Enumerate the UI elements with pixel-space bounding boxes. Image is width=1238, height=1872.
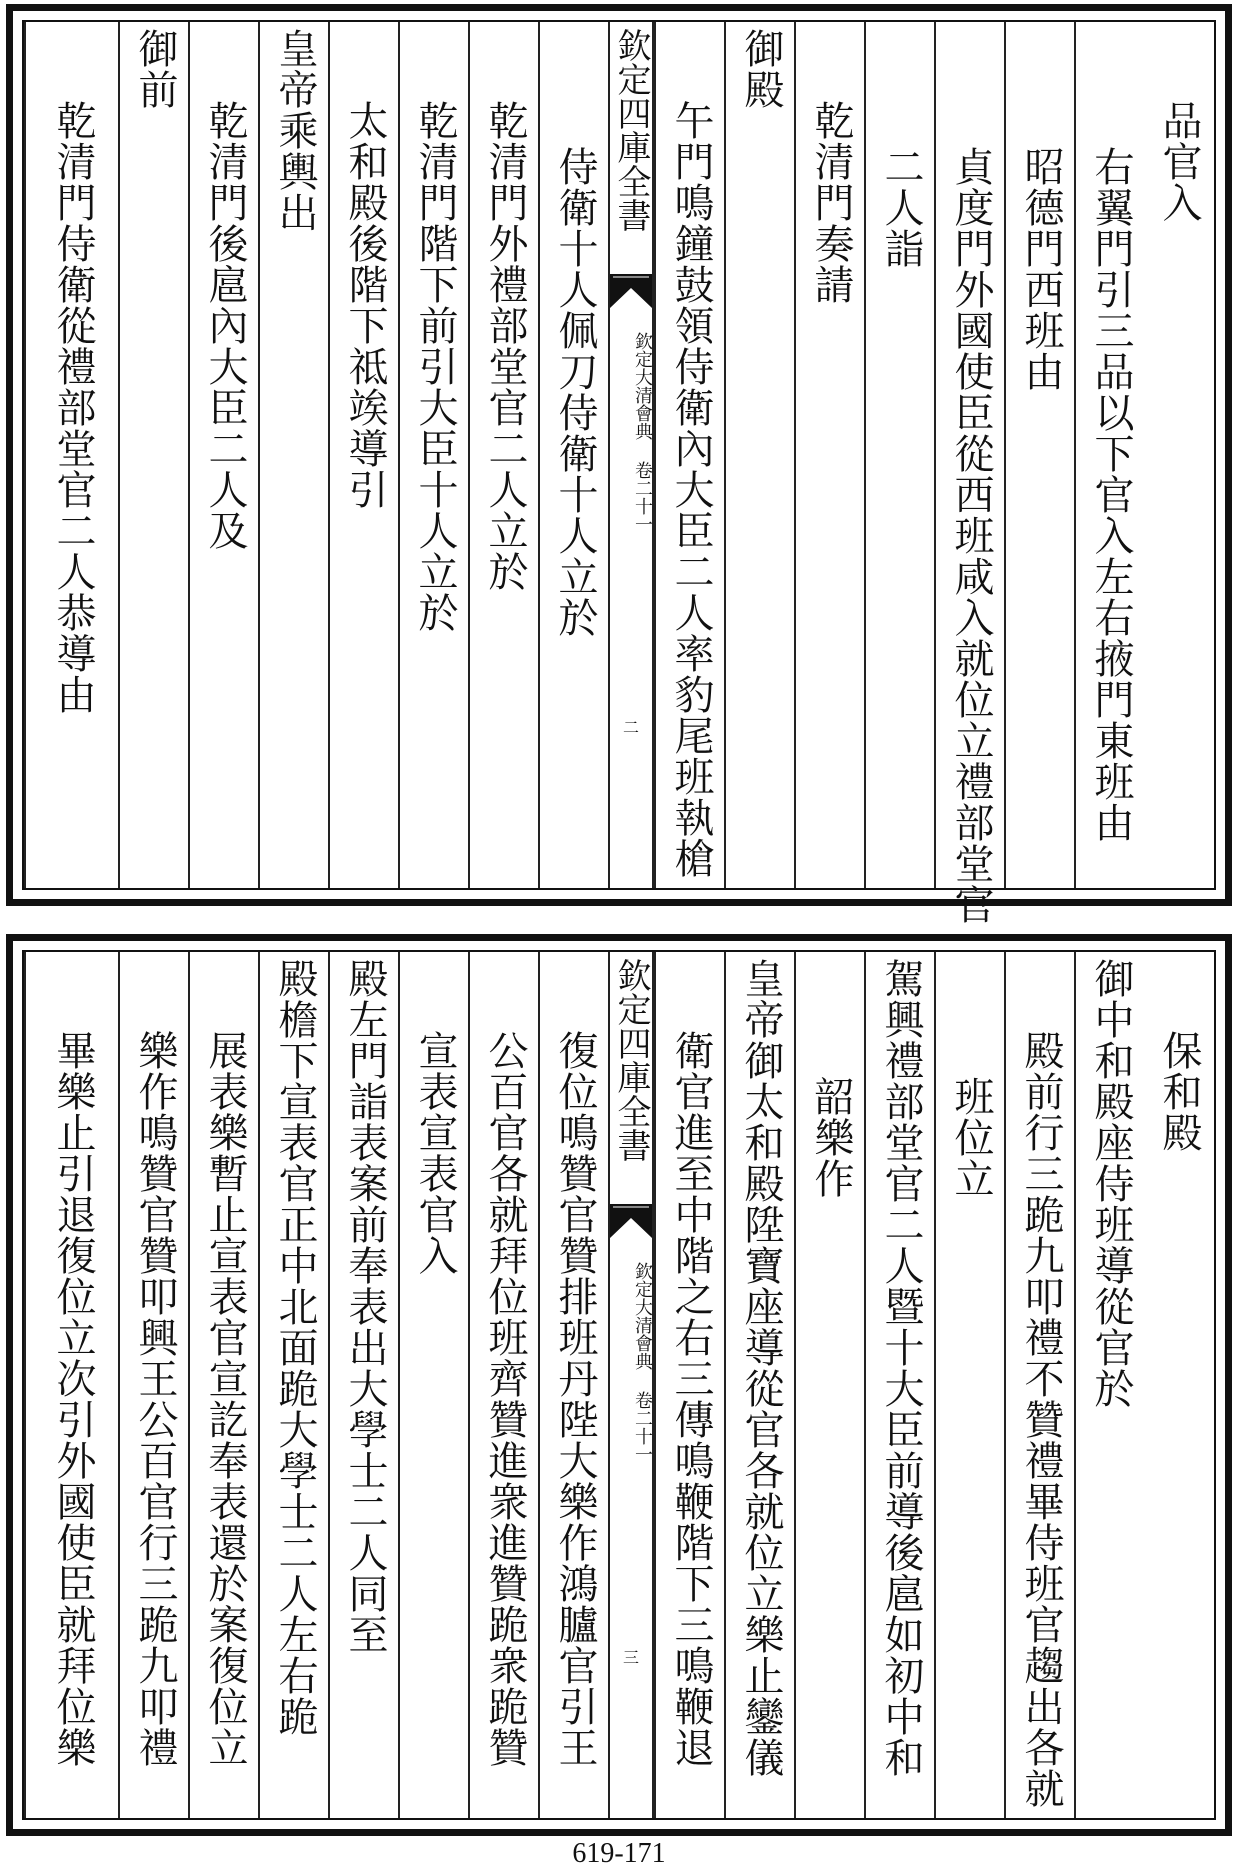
column-text: 御中和殿座侍班導從官於 [1088,958,1134,1409]
text-column [398,952,468,1818]
column-text: 韶樂作 [808,1076,854,1199]
gutter-book-name: 欽定大清會典 [632,332,653,440]
column-text: 午門鳴鐘鼓領侍衛內大臣二人率豹尾班執槍 [668,100,714,879]
column-text: 樂作鳴贊官贊叩興王公百官行三跪九叩禮 [132,1030,178,1768]
column-text: 復位鳴贊官贊排班丹陛大樂作鴻臚官引王 [552,1030,598,1768]
sheet-number: 619-171 [572,1838,666,1869]
column-text: 乾清門侍衛從禮部堂官二人恭導由 [50,100,96,715]
text-column [538,952,608,1818]
column-text: 右翼門引三品以下官入左右掖門東班由 [1088,146,1134,843]
column-text: 公百官各就拜位班齊贊進衆進贊跪衆跪贊 [482,1030,528,1768]
text-column [258,952,328,1818]
text-column [398,22,468,888]
text-column [654,952,724,1818]
text-column [118,22,188,888]
text-column [468,952,538,1818]
column-text: 御前 [132,28,178,110]
text-column [1144,22,1214,888]
page-frame [22,20,1216,925]
page-frame [22,950,1216,1820]
column-text: 保和殿 [1156,1030,1202,1153]
gutter-book-name: 欽定大清會典 [632,1262,653,1370]
column-text: 貞度門外國使臣從西班咸入就位立禮部堂官 [948,146,994,925]
column-text: 展表樂暫止宣表官宣訖奉表還於案復位立 [202,1030,248,1768]
text-column [864,952,934,1818]
column-text: 二人詣 [878,146,924,269]
text-column [654,22,724,888]
page-bottom [6,934,1232,1836]
text-column [724,22,794,888]
page-top [6,4,1232,925]
page-number: 二 [622,718,639,737]
column-text: 乾清門後扈內大臣二人及 [202,100,248,551]
fishtail-mark [610,274,652,308]
text-column [864,22,934,888]
text-column [188,952,258,1818]
column-text: 畢樂止引退復位立次引外國使臣就拜位樂 [50,1030,96,1768]
column-text: 宣表宣表官入 [412,1030,458,1276]
gutter-title: 欽定四庫全書 [611,28,651,232]
center-gutter [608,952,654,1818]
text-column [118,952,188,1818]
text-column [24,952,118,1818]
column-text: 皇帝御太和殿陞寶座導從官各就位立樂止鑾儀 [738,958,784,1778]
column-text: 衛官進至中階之右三傳鳴鞭階下三鳴鞭退 [668,1030,714,1768]
gutter-book-title [610,1262,652,1502]
column-text: 乾清門階下前引大臣十人立於 [412,100,458,633]
column-text: 昭德門西班由 [1018,146,1064,392]
gutter-volume: 卷二十一 [632,461,653,533]
text-column [1004,952,1074,1818]
gutter-title: 欽定四庫全書 [611,958,651,1162]
text-column [934,22,1004,925]
column-text: 皇帝乘輿出 [272,28,318,233]
column-text: 駕興禮部堂官二人暨十大臣前導後扈如初中和 [878,958,924,1778]
gutter-volume: 卷二十一 [632,1391,653,1463]
column-text: 殿左門詣表案前奉表出大學士二人同至 [342,958,388,1655]
column-text: 乾清門奏請 [808,100,854,305]
text-column [1074,22,1144,888]
column-text: 御殿 [738,28,784,110]
column-text: 班位立 [948,1076,994,1199]
fishtail-mark [610,1204,652,1238]
text-column [1004,22,1074,888]
text-column [794,952,864,1818]
text-column [24,22,118,888]
text-column [328,22,398,888]
text-column [1144,952,1214,1818]
center-gutter [608,22,654,888]
text-column [328,952,398,1818]
column-text: 乾清門外禮部堂官二人立於 [482,100,528,592]
column-text: 品官入 [1156,100,1202,223]
text-column [538,22,608,888]
gutter-book-title [610,332,652,572]
column-text: 侍衛十人佩刀侍衛十人立於 [552,146,598,638]
text-column [258,22,328,888]
column-text: 太和殿後階下祗竢導引 [342,100,388,510]
text-column [724,952,794,1818]
text-column [188,22,258,888]
text-column [794,22,864,888]
column-text: 殿前行三跪九叩禮不贊禮畢侍班官趨出各就 [1018,1030,1064,1809]
text-column [1074,952,1144,1818]
page-number: 三 [622,1648,639,1667]
text-column [468,22,538,888]
text-column [934,952,1004,1818]
column-text: 殿檐下宣表官正中北面跪大學士二人左右跪 [272,958,318,1737]
